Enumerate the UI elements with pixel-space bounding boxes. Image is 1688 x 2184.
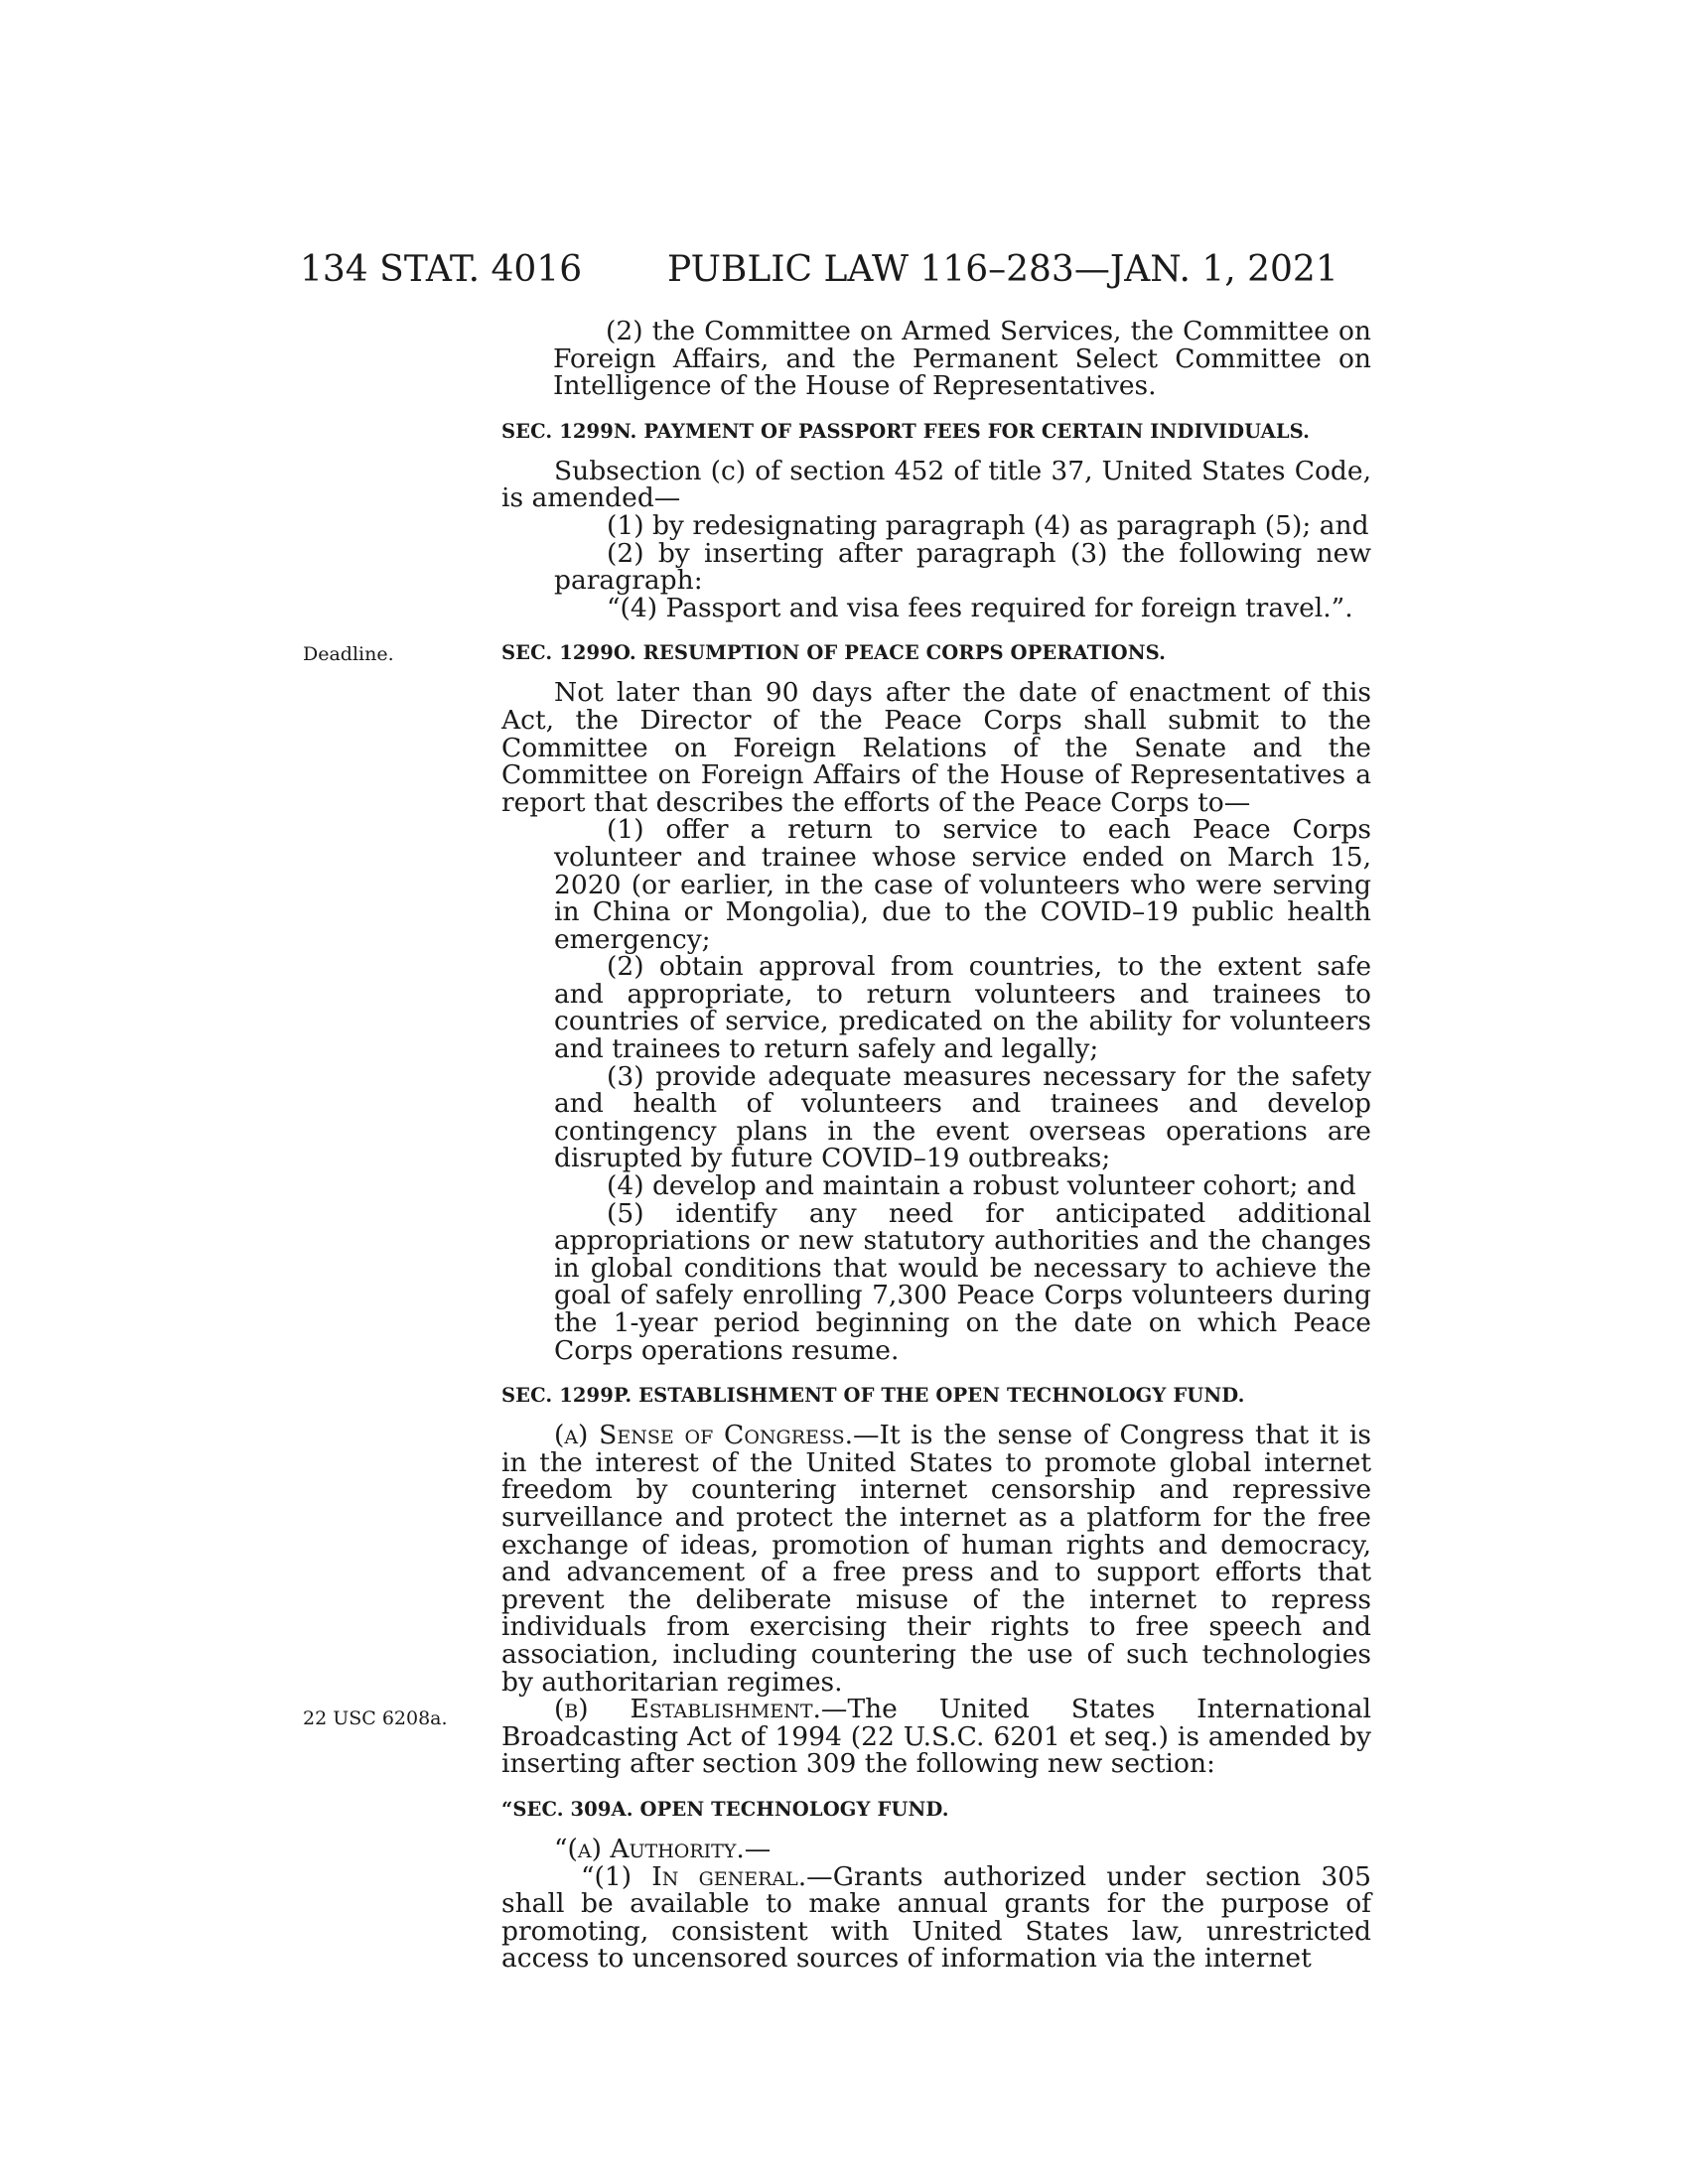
section-1299p-subsection-b: (b) Establishment.—The United States International Broadcasting Act of 1994 (22 U.S.C. 6201 et seq.) is amended by inserting after section 309 the following new section: <box>501 1694 1371 1780</box>
margin-note-deadline: Deadline. <box>303 643 394 665</box>
page-header <box>0 246 1688 306</box>
section-1299p-subsection-a: (a) Sense of Congress.—It is the sense of Congress that it is in the interest of the United States to promote global internet freedom by countering internet censorship and repressive surveillance and protect the internet as a platform for the free exchange of ideas, promotion of human rights and democracy, and advancement of a free press and to support efforts that prevent the deliberate misuse of the internet to repress individuals from exercising their rights to free speech and association, including countering the use of such technologies by authoritarian regimes. <box>501 1420 1371 1698</box>
section-309a-authority: “(a) Authority.— <box>554 1833 772 1864</box>
section-1299n-intro: Subsection (c) of section 452 of title 37, United States Code, is amended— <box>501 455 1371 514</box>
section-heading-1299o: SEC. 1299O. RESUMPTION OF PEACE CORPS OPERATIONS. <box>501 641 1167 665</box>
section-heading-1299n: SEC. 1299N. PAYMENT OF PASSPORT FEES FOR CERTAIN INDIVIDUALS. <box>501 419 1311 443</box>
subsection-a-label: (a) Sense of Congress.— <box>554 1420 880 1451</box>
section-heading-309a: “SEC. 309A. OPEN TECHNOLOGY FUND. <box>501 1797 949 1821</box>
subsection-b-label: (b) Establishment.— <box>554 1694 848 1725</box>
in-general-label: “(1) In general.— <box>581 1860 833 1892</box>
section-1299o-item-5: (5) identify any need for anticipated additional appropriations or new statutory authorities and the changes in global conditions that would be necessary to achieve the goal of safely enrolling 7,300 Peace Corps volunteers during the 1-year period beginning on the date on which Peace Corps operations resume. <box>554 1197 1371 1366</box>
section-1299o-item-4: (4) develop and maintain a robust volunteer cohort; and <box>607 1170 1356 1202</box>
section-1299o-item-2: (2) obtain approval from countries, to the extent safe and appropriate, to return volunteers and trainees to countries of service, predicated on the ability for volunteers and trainees to return safely and legally; <box>554 951 1371 1065</box>
section-1299o-intro: Not later than 90 days after the date of enactment of this Act, the Director of the Peace Corps shall submit to the Committee on Foreign Relations of the Senate and the Committee on Foreign Affairs of the House of Representatives a report that describes the efforts of the Peace Corps to— <box>501 677 1371 818</box>
section-1299o-item-1: (1) offer a return to service to each Peace Corps volunteer and trainee whose service ended on March 15, 2020 (or earlier, in the case of volunteers who were serving in China or Mongolia), due to the COVID–19 public health emergency; <box>554 814 1371 955</box>
document-body <box>501 318 1371 1973</box>
paragraph-committee: (2) the Committee on Armed Services, the Committee on Foreign Affairs, and the Permanent Select Committee on Intelligence of the House of Representatives. <box>553 316 1371 402</box>
public-law-title: PUBLIC LAW 116–283—JAN. 1, 2021 <box>667 249 1338 290</box>
section-309a-paragraph-1: “(1) In general.—Grants authorized under section 305 shall be available to make annual grants for the purpose of promoting, consistent with United States law, unrestricted access to uncensored sources of information via the internet <box>501 1860 1372 1975</box>
section-heading-1299p: SEC. 1299P. ESTABLISHMENT OF THE OPEN TECHNOLOGY FUND. <box>501 1384 1245 1408</box>
section-1299n-item-1: (1) by redesignating paragraph (4) as paragraph (5); and <box>607 509 1369 541</box>
section-1299n-item-2: (2) by inserting after paragraph (3) the following new paragraph: <box>554 537 1371 597</box>
stat-page-number: 134 STAT. 4016 <box>300 249 583 290</box>
section-1299n-quote: “(4) Passport and visa fees required for foreign travel.”. <box>607 592 1353 623</box>
section-1299o-item-3: (3) provide adequate measures necessary for the safety and health of volunteers and trainees and develop contingency plans in the event overseas operations are disrupted by future COVID–19 outbreaks; <box>554 1060 1371 1174</box>
margin-note-usc: 22 USC 6208a. <box>303 1707 448 1729</box>
